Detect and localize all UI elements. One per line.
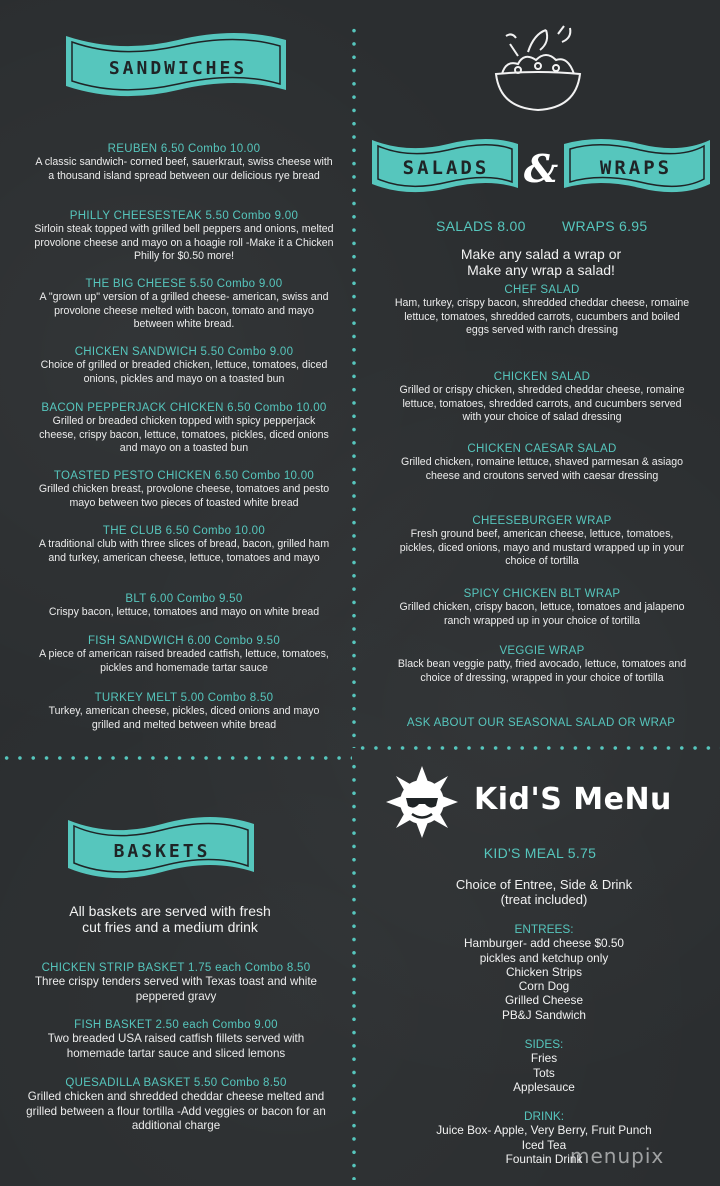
horizontal-divider-right (356, 746, 720, 750)
item-title: TOASTED PESTO CHICKEN 6.50 Combo 10.00 (53, 470, 315, 482)
item-description: Grilled chicken, crispy bacon, lettuce, tomatoes and jalapeno ranch wrapped up in your choice of tortilla (399, 601, 685, 627)
baskets-banner (62, 810, 260, 895)
salads-intro (380, 246, 702, 278)
list-item: Fountain Drink (505, 1151, 583, 1166)
menu-item (394, 644, 690, 685)
item-title: CHICKEN STRIP BASKET 1.75 each Combo 8.50 (41, 962, 311, 974)
item-description: Grilled chicken and shredded cheddar cheese melted and grilled between a flour tortilla -Add veggies or bacon for an additional charge (26, 1090, 326, 1132)
item-description: A "grown up" version of a grilled cheese- american, swiss and provolone cheese melted with bacon, tomato and mayo between white bread. (39, 291, 329, 330)
list-item: Corn Dog (518, 979, 570, 994)
item-title: THE BIG CHEESE 5.50 Combo 9.00 (85, 278, 283, 290)
drink-label: DRINK: (524, 1109, 564, 1123)
wraps-price: WRAPS 6.95 (562, 218, 648, 234)
item-title: CHEESEBURGER WRAP (472, 515, 612, 527)
item-description: Grilled or breaded chicken topped with spicy pepperjack cheese, crispy bacon, lettuce, tomatoes, pickles, diced onions and mayo on a toasted bun (39, 415, 329, 454)
item-title: FISH BASKET 2.50 each Combo 9.00 (74, 1019, 278, 1031)
ampersand: & (523, 146, 559, 191)
item-description: Sirloin steak topped with grilled bell peppers and onions, melted provolone cheese and mayo on a hoagie roll -Make it a Chicken Philly for $0.50 more! (34, 223, 334, 262)
intro-line: Make any salad a wrap or (460, 246, 622, 262)
menu-item (394, 370, 690, 425)
menu-item (34, 524, 334, 565)
sides-label: SIDES: (524, 1037, 564, 1051)
item-title: REUBEN 6.50 Combo 10.00 (107, 143, 261, 155)
item-title: CHICKEN SALAD (493, 371, 591, 383)
item-title: SPICY CHICKEN BLT WRAP (463, 588, 621, 600)
menu-item (34, 142, 334, 183)
sandwiches-banner (60, 26, 292, 113)
menu-item (26, 1076, 326, 1134)
menu-item (394, 587, 690, 628)
vertical-divider-top (352, 24, 356, 748)
kids-entrees (414, 922, 674, 1022)
item-title: QUESADILLA BASKET 5.50 Combo 8.50 (65, 1077, 287, 1089)
menu-item (26, 961, 326, 1004)
baskets-title: BASKETS (113, 841, 211, 862)
horizontal-divider-left (0, 756, 352, 760)
item-title: BACON PEPPERJACK CHICKEN 6.50 Combo 10.00 (41, 402, 327, 414)
item-description: Grilled chicken breast, provolone cheese, tomatoes and pesto mayo between two pieces of toasted white bread (38, 483, 330, 509)
seasonal-note: ASK ABOUT OUR SEASONAL SALAD OR WRAP (406, 717, 676, 729)
kids-choice (414, 877, 674, 907)
menu-item (394, 514, 690, 569)
item-title: THE CLUB 6.50 Combo 10.00 (102, 525, 266, 537)
salads-wraps-banner (368, 130, 714, 207)
menu-item (34, 691, 334, 732)
list-item: Tots (533, 1065, 555, 1080)
watermark: menupix (570, 1144, 665, 1168)
list-item: PB&J Sandwich (502, 1007, 586, 1022)
list-item: Iced Tea (521, 1137, 567, 1152)
wraps-title: WRAPS (599, 157, 673, 179)
item-title: FISH SANDWICH 6.00 Combo 9.50 (87, 635, 281, 647)
menu-item (34, 634, 334, 675)
menu-item (34, 401, 334, 456)
kids-sides (414, 1037, 674, 1094)
item-description: A classic sandwich- corned beef, sauerkraut, swiss cheese with a thousand island spread between our delicious rye bread (35, 156, 333, 182)
menu-item (34, 345, 334, 386)
item-title: CHICKEN SANDWICH 5.50 Combo 9.00 (74, 346, 294, 358)
menu-item (34, 592, 334, 620)
item-title: TURKEY MELT 5.00 Combo 8.50 (94, 692, 274, 704)
sandwiches-title: SANDWICHES (108, 58, 248, 79)
choice-line: Choice of Entree, Side & Drink (455, 877, 633, 892)
salads-title: SALADS (402, 157, 490, 179)
item-title: CHICKEN CAESAR SALAD (467, 443, 617, 455)
intro-line: All baskets are served with fresh (69, 903, 271, 919)
list-item: Hamburger- add cheese $0.50 (463, 936, 624, 951)
kids-menu-title: Kid'S MeNu (474, 782, 672, 817)
item-title: BLT 6.00 Combo 9.50 (125, 593, 243, 605)
menu-item (34, 277, 334, 332)
item-description: Fresh ground beef, american cheese, lettuce, tomatoes, pickles, diced onions, mayo and mustard wrapped up in your choice of tortilla (399, 528, 685, 567)
menu-item (394, 442, 690, 483)
menu-item (394, 283, 690, 338)
kids-meal-price: KID'S MEAL 5.75 (483, 845, 597, 861)
choice-line: (treat included) (500, 892, 588, 907)
entrees-label: ENTREES: (514, 922, 574, 936)
list-item: Grilled Cheese (504, 993, 584, 1008)
item-description: Choice of grilled or breaded chicken, lettuce, tomatoes, diced onions, pickles and mayo on a toasted bun (40, 359, 328, 385)
salad-bowl-icon (488, 22, 588, 122)
intro-line: Make any wrap a salad! (467, 262, 615, 278)
baskets-intro (30, 903, 310, 935)
vertical-divider-bottom (352, 760, 356, 1180)
item-description: A traditional club with three slices of bread, bacon, grilled ham and turkey, american cheese, lettuce, tomatoes and mayo (38, 538, 330, 564)
intro-line: cut fries and a medium drink (82, 919, 258, 935)
item-description: Turkey, american cheese, pickles, diced onions and mayo grilled and melted between white bread (48, 705, 320, 731)
item-description: Three crispy tenders served with Texas toast and white peppered gravy (34, 975, 318, 1003)
item-title: CHEF SALAD (504, 284, 580, 296)
sun-sunglasses-icon (384, 764, 460, 845)
item-description: Crispy bacon, lettuce, tomatoes and mayo on white bread (48, 606, 320, 618)
item-description: Grilled chicken, romaine lettuce, shaved parmesan & asiago cheese and croutons served with caesar dressing (400, 456, 684, 482)
item-description: Ham, turkey, crispy bacon, shredded cheddar cheese, romaine lettuce, tomatoes, shredded carrots, cucumbers and boiled eggs served with ranch dressing (394, 297, 690, 336)
item-title: PHILLY CHEESESTEAK 5.50 Combo 9.00 (69, 210, 299, 222)
list-item: Juice Box- Apple, Very Berry, Fruit Punch (436, 1123, 652, 1138)
list-item: pickles and ketchup only (479, 950, 609, 965)
item-description: A piece of american raised breaded catfish, lettuce, tomatoes, pickles and homemade tartar sauce (39, 648, 329, 674)
item-description: Two breaded USA raised catfish fillets served with homemade tartar sauce and sliced lemons (47, 1032, 305, 1060)
list-item: Applesauce (513, 1079, 575, 1094)
list-item: Fries (530, 1051, 558, 1066)
item-description: Black bean veggie patty, fried avocado, lettuce, tomatoes and choice of dressing, wrapped in your choice of tortilla (397, 658, 687, 684)
item-title: VEGGIE WRAP (499, 645, 585, 657)
menu-item (26, 1018, 326, 1061)
menu-item (34, 469, 334, 510)
menu-item (34, 209, 334, 264)
item-description: Grilled or crispy chicken, shredded cheddar cheese, romaine lettuce, tomatoes, shredded carrots, and cucumbers served with your choice of salad dressing (399, 384, 685, 423)
salads-price: SALADS 8.00 (436, 218, 526, 234)
list-item: Chicken Strips (505, 964, 583, 979)
